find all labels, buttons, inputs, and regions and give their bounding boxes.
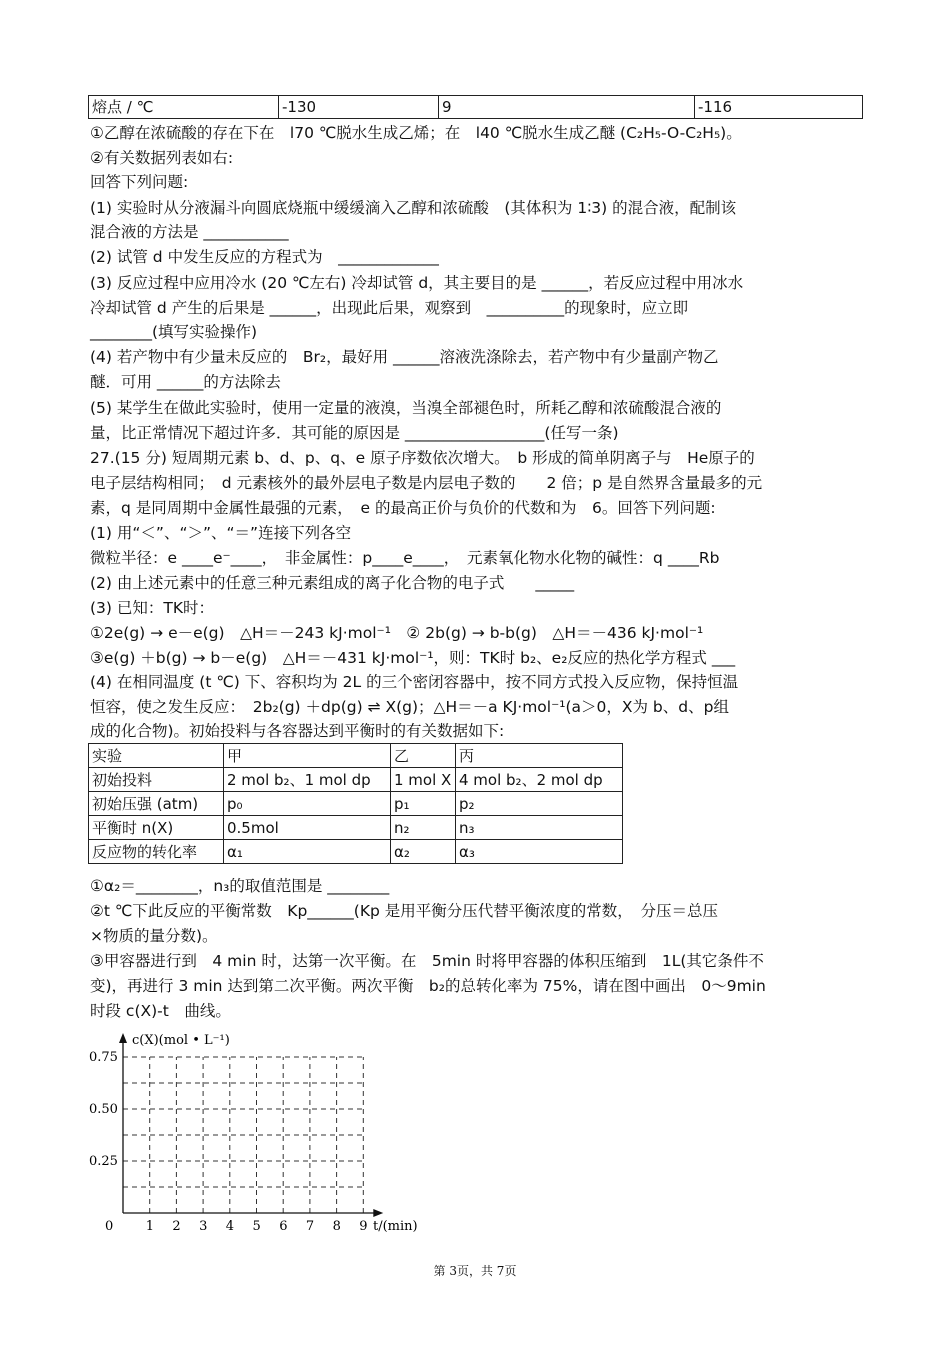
text-line: 时段 c(X)-t 曲线。 [90, 1002, 231, 1020]
chart-grid [123, 1057, 363, 1213]
x-tick-label: 7 [305, 1219, 315, 1234]
text-line: 成的化合物)。初始投料与各容器达到平衡时的有关数据如下: [90, 722, 505, 740]
x-tick-label: 6 [279, 1219, 288, 1234]
text-line: ________(填写实验操作) [90, 323, 258, 341]
text-line: 变)，再进行 3 min 达到第二次平衡。两次平衡 b₂的总转化率为 75%，请在图中画出 0～9min [90, 977, 766, 995]
table-cell: p₁ [391, 792, 456, 816]
table-cell: 初始压强 (atm) [89, 792, 224, 816]
text-line: ③e(g) ＋b(g) → b－e(g) △H＝－431 kJ·mol⁻¹，则：TK时 b₂、e₂反应的热化学方程式 ___ [90, 649, 736, 667]
table-cell: -130 [279, 96, 439, 119]
text-line: 醚．可用 ______的方法除去 [90, 373, 281, 391]
x-tick-label: 8 [332, 1219, 341, 1234]
table-cell: 9 [439, 96, 695, 119]
table-cell: α₃ [456, 840, 623, 864]
text-line: 量，比正常情况下超过许多．其可能的原因是 __________________(任写一条) [90, 424, 619, 442]
table-cell: 熔点 / ℃ [89, 96, 279, 119]
table-row [89, 792, 623, 816]
table-cell: n₃ [456, 816, 623, 840]
table-row [89, 96, 863, 119]
x-tick-label: 3 [199, 1219, 208, 1234]
text-line: ①乙醇在浓硫酸的存在下在 l70 ℃脱水生成乙烯；在 l40 ℃脱水生成乙醚 (C₂H₅-O-C₂H₅)。 [90, 124, 742, 142]
text-line: (1) 用“＜”、“＞”、“＝”连接下列各空 [90, 524, 352, 542]
table-cell: p₀ [224, 792, 391, 816]
text-line: 微粒半径：e ____e⁻____， 非金属性：p____e____， 元素氧化物水化物的碱性：q ____Rb [90, 549, 720, 567]
text-line: (2) 由上述元素中的任意三种元素组成的离子化合物的电子式 _____ [90, 574, 575, 592]
text-line: 冷却试管 d 产生的后果是 ______，出现此后果，观察到 __________的现象时，应立即 [90, 299, 689, 317]
text-line: ×物质的量分数)。 [90, 927, 218, 945]
text-line: ①2e(g) → e－e(g) △H＝－243 kJ·mol⁻¹ ② 2b(g) → b-b(g) △H＝－436 kJ·mol⁻¹ [90, 624, 704, 642]
table-cell: 2 mol b₂、1 mol dp [224, 768, 391, 792]
table-cell: 实验 [89, 744, 224, 768]
text-line: ③甲容器进行到 4 min 时，达第一次平衡。在 5min 时将甲容器的体积压缩到 1L(其它条件不 [90, 952, 764, 970]
x-tick-label: 5 [252, 1219, 261, 1234]
table-cell: 反应物的转化率 [89, 840, 224, 864]
text-line: (5) 某学生在做此实验时，使用一定量的液溴，当溴全部褪色时，所耗乙醇和浓硫酸混合液的 [90, 399, 722, 417]
table-cell: 乙 [391, 744, 456, 768]
table-cell: α₂ [391, 840, 456, 864]
text-line: 电子层结构相同； d 元素核外的最外层电子数是内层电子数的 2 倍；p 是自然界含量最多的元 [90, 474, 763, 492]
experiment-table [88, 743, 623, 864]
table-cell: p₂ [456, 792, 623, 816]
cx-t-chart [85, 1025, 435, 1240]
table-cell: n₂ [391, 816, 456, 840]
table-row [89, 744, 623, 768]
chart-ticks [89, 1050, 368, 1234]
table-cell: 平衡时 n(X) [89, 816, 224, 840]
x-axis-arrow [373, 1209, 383, 1217]
text-line: (3) 反应过程中应用冷水 (20 ℃左右) 冷却试管 d，其主要目的是 ______，若反应过程中用冰水 [90, 274, 744, 292]
text-line: (3) 已知：TK时： [90, 599, 215, 617]
text-line: 恒容，使之发生反应： 2b₂(g) ＋dp(g) ⇌ X(g)；△H＝－a KJ·mol⁻¹(a＞0，X为 b、d、p组 [90, 698, 729, 716]
y-axis-arrow [119, 1033, 127, 1043]
x-tick-label: 4 [225, 1219, 235, 1234]
text-line: ①α₂＝________，n₃的取值范围是 ________ [90, 877, 390, 895]
text-line: (4) 在相同温度 (t ℃) 下、容积均为 2L 的三个密闭容器中，按不同方式投入反应物，保持恒温 [90, 673, 739, 691]
text-line: 素，q 是同周期中金属性最强的元素， e 的最高正价与负价的代数和为 6。回答下列问题: [90, 499, 716, 517]
y-tick-label: 0.50 [89, 1102, 118, 1117]
text-line: 回答下列问题: [90, 173, 189, 191]
table-cell: 1 mol X [391, 768, 456, 792]
text-line: (4) 若产物中有少量未反应的 Br₂，最好用 ______溶液洗涤除去，若产物中有少量副产物乙 [90, 348, 719, 366]
text-line: (2) 试管 d 中发生反应的方程式为 _____________ [90, 248, 439, 266]
x-tick-label: 9 [359, 1219, 368, 1234]
table-cell: 0.5mol [224, 816, 391, 840]
table-row [89, 840, 623, 864]
table-cell: -116 [695, 96, 863, 119]
table-cell: α₁ [224, 840, 391, 864]
text-line: ②t ℃下此反应的平衡常数 Kp______(Kp 是用平衡分压代替平衡浓度的常数， 分压＝总压 [90, 902, 719, 920]
y-tick-label: 0.75 [89, 1050, 118, 1065]
melting-point-table [88, 95, 863, 119]
text-line: 混合液的方法是 ___________ [90, 223, 289, 241]
table-cell: 甲 [224, 744, 391, 768]
y-axis-label: c(X)(mol • L⁻¹) [132, 1033, 230, 1048]
table-row [89, 816, 623, 840]
page-footer: 第 3页，共 7页 [433, 1264, 517, 1278]
x-tick-label: 1 [145, 1219, 154, 1234]
text-line: 27.(15 分) 短周期元素 b、d、p、q、e 原子序数依次增大。 b 形成的简单阴离子与 He原子的 [90, 449, 755, 467]
table-row [89, 768, 623, 792]
x-tick-label: 2 [172, 1219, 181, 1234]
table-cell: 4 mol b₂、2 mol dp [456, 768, 623, 792]
table-cell: 初始投料 [89, 768, 224, 792]
chart-axes [119, 1033, 383, 1217]
text-line: ②有关数据列表如右: [90, 149, 234, 167]
x-tick-label: 0 [105, 1219, 114, 1234]
y-tick-label: 0.25 [89, 1154, 118, 1169]
table-cell: 丙 [456, 744, 623, 768]
text-line: (1) 实验时从分液漏斗向圆底烧瓶中缓缓滴入乙醇和浓硫酸 (其体积为 1∶3) 的混合液，配制该 [90, 199, 737, 217]
x-axis-label: t/(min) [373, 1219, 418, 1234]
